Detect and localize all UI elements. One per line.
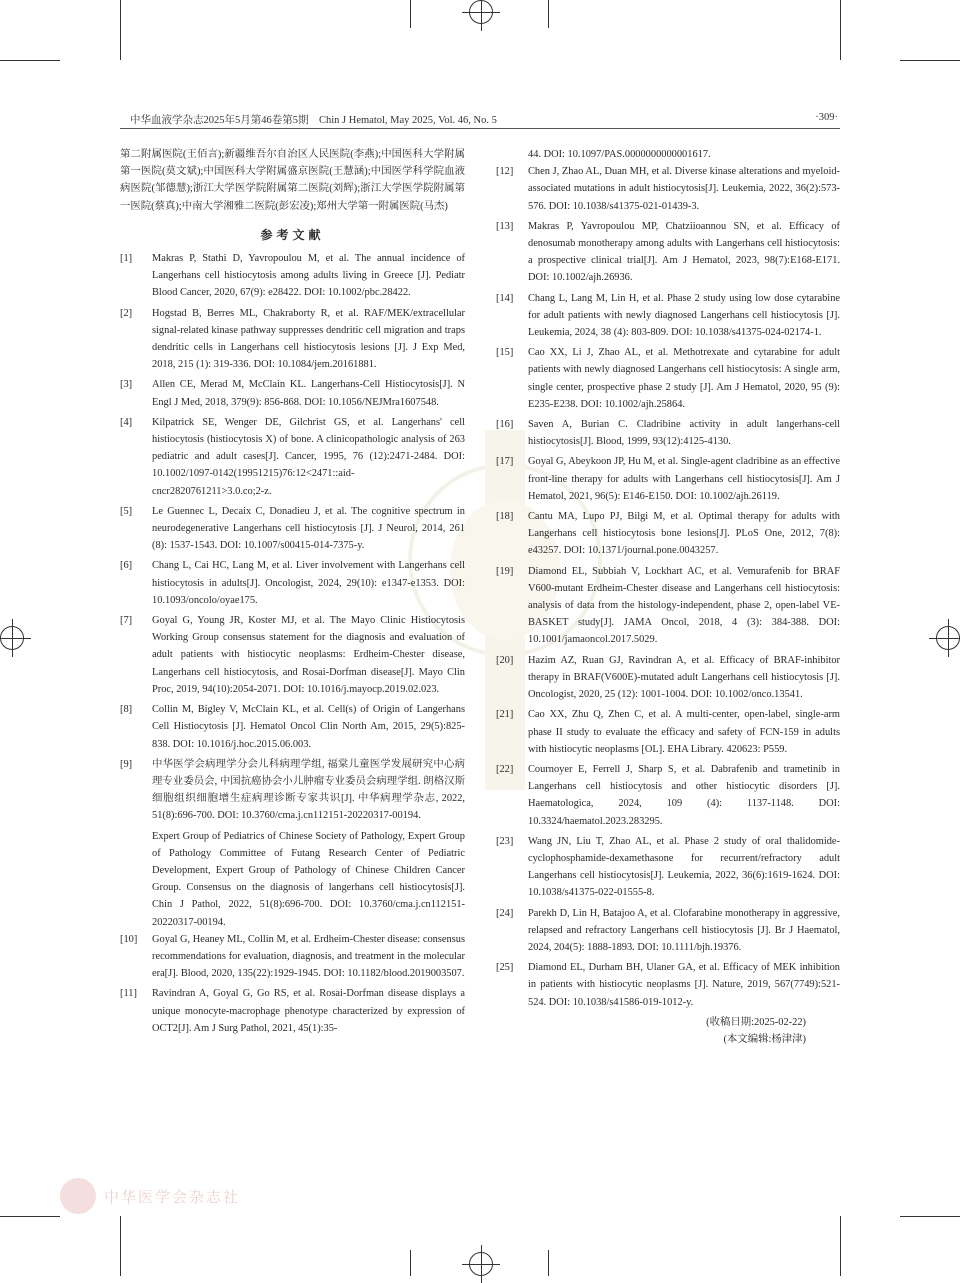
reference-number: [23] bbox=[496, 835, 514, 847]
crop-mark bbox=[0, 1216, 60, 1217]
reference-text: Chen J, Zhao AL, Duan MH, et al. Diverse kinase alterations and myeloid-associated mutations in adult histiocytosis[J]. Leukemia, 2022, 36(2):573-576. DOI: 10.1038/s41375-021-01439-3. bbox=[528, 166, 840, 212]
reference-number: [6] bbox=[120, 560, 133, 572]
reference-number: [15] bbox=[496, 347, 514, 359]
reference-item bbox=[120, 376, 465, 410]
crop-mark bbox=[840, 0, 841, 60]
reference-item bbox=[496, 290, 840, 342]
received-date: (收稿日期:2025-02-22) bbox=[706, 1016, 806, 1028]
publisher-name: 中华医学会杂志社 bbox=[104, 1189, 241, 1206]
reference-list bbox=[120, 250, 465, 825]
reference-text: Parekh D, Lin H, Batajoo A, et al. Clofarabine monotherapy in aggressive, relapsed and refractory Langerhans cell histiocytosis [J]. Br J Haematol, 2024, 204(5): 1888-1893. DOI: 10.1111/bjh.19376. bbox=[528, 907, 840, 953]
reference-number: [25] bbox=[496, 962, 514, 974]
reference-item bbox=[496, 833, 840, 902]
publisher-logo bbox=[60, 1178, 240, 1214]
reference-text: Makras P, Yavropoulou MP, Chatziioannou SN, et al. Efficacy of denosumab monotherapy among adults with Langerhans cell histiocytosis: a prospective clinical trial[J]. Am J Hematol, 2023, 98(7):E168-E171. DOI: 10.1002/ajh.26936. bbox=[528, 220, 840, 284]
reference-text: Goyal G, Abeykoon JP, Hu M, et al. Single-agent cladribine as an effective front-line therapy for adults with Langerhans cell histiocytosis[J]. Am J Hematol, 2021, 96(5): E146-E150. DOI: 10.1002/ajh.26119. bbox=[528, 456, 840, 502]
crop-mark bbox=[0, 60, 60, 61]
reference-item bbox=[496, 959, 840, 1011]
left-column bbox=[120, 146, 465, 1040]
affiliation-paragraph: 第二附属医院(王佰言);新疆维吾尔自治区人民医院(李燕);中国医科大学附属第一医院(莫文斌);中国医科大学附属盛京医院(王慧涵);中国医学科学院血液病医院(邹德慧);浙江大学医学院附属第二医院(刘辉);浙江大学医学院附属第一医院(蔡真);中南大学湘雅二医院(彭宏凌);郑州大学第一附属医院(马杰) bbox=[120, 149, 465, 212]
reference-number: [19] bbox=[496, 565, 514, 577]
reference-text: Cao XX, Zhu Q, Zhen C, et al. A multi-center, open-label, single-arm phase II study to evaluate the efficacy and safety of FCN-159 in adults with histiocytic neoplasms [OL]. EHA Library. 420623: P559. bbox=[528, 709, 840, 755]
reference-item bbox=[496, 218, 840, 287]
references-heading: 参考文献 bbox=[260, 227, 325, 242]
reference-text: Cournoyer E, Ferrell J, Sharp S, et al. Dabrafenib and trametinib in Langerhans cell histiocytosis and other histiocytic disorders [J]. Haematologica, 2024, 109 (4): 1137-1148. DOI: 10.3324/haematol.2023.283295. bbox=[528, 763, 840, 827]
reference-item bbox=[496, 761, 840, 830]
reference-number: [1] bbox=[120, 253, 133, 265]
running-header bbox=[120, 110, 840, 129]
reference-number: [13] bbox=[496, 220, 514, 232]
reference-text: Saven A, Burian C. Cladribine activity in adult langerhans-cell histiocytosis[J]. Blood, 1999, 93(12):4125-4130. bbox=[528, 419, 840, 448]
reference-text: Goyal G, Young JR, Koster MJ, et al. The Mayo Clinic Histiocytosis Working Group consensus statement for the diagnosis and evaluation of adult patients with histiocytic neoplasms: Erdheim-Chester disease, Langerhans cell histiocytosis, and Rosai-Dorfman disease[J]. Mayo Clin Proc, 2019, 94(10):2054-2071. DOI: 10.1016/j.mayocp.2019.02.023. bbox=[152, 615, 465, 695]
reference-item bbox=[496, 563, 840, 649]
registration-mark-left bbox=[0, 626, 24, 650]
reference-text: Allen CE, Merad M, McClain KL. Langerhans-Cell Histiocytosis[J]. N Engl J Med, 2018, 379(9): 856-868. DOI: 10.1056/NEJMra1607548. bbox=[152, 379, 465, 408]
reference-list bbox=[496, 163, 840, 1011]
crop-mark bbox=[548, 1250, 549, 1276]
reference-item bbox=[496, 344, 840, 413]
reference-item bbox=[120, 985, 465, 1037]
page-number: ·309· bbox=[815, 112, 838, 123]
reference-number: [12] bbox=[496, 166, 514, 178]
reference-number: [10] bbox=[120, 933, 138, 945]
crop-mark bbox=[840, 1216, 841, 1276]
reference-item bbox=[496, 652, 840, 704]
editor-note: (本文编辑:杨津津) bbox=[723, 1033, 806, 1045]
reference-text: Goyal G, Heaney ML, Collin M, et al. Erdheim-Chester disease: consensus recommendations for evaluation, diagnosis, and treatment in the molecular era[J]. Blood, 2020, 135(22):1929-1945. DOI: 10.1182/blood.2019003507. bbox=[152, 933, 465, 980]
reference-number: [3] bbox=[120, 379, 133, 391]
reference-number: [24] bbox=[496, 907, 514, 919]
reference-text: Chang L, Cai HC, Lang M, et al. Liver involvement with Langerhans cell histiocytosis in adults[J]. Oncologist, 2024, 29(10): e1347-e1353. DOI: 10.1093/oncolo/oyae175. bbox=[152, 560, 465, 606]
reference-text: Diamond EL, Durham BH, Ulaner GA, et al. Efficacy of MEK inhibition in patients with histiocytic neoplasms [J]. Nature, 2019, 567(7749):521-524. DOI: 10.1038/s41586-019-1012-y. bbox=[528, 962, 840, 1008]
publisher-seal-icon bbox=[60, 1178, 96, 1214]
crop-mark bbox=[548, 0, 549, 28]
reference-11-continuation: 44. DOI: 10.1097/PAS.0000000000001617. bbox=[528, 149, 711, 160]
reference-number: [17] bbox=[496, 456, 514, 468]
reference-number: [11] bbox=[120, 988, 137, 1000]
reference-item bbox=[120, 612, 465, 698]
registration-mark-right bbox=[936, 626, 960, 650]
reference-text: Chang L, Lang M, Lin H, et al. Phase 2 study using low dose cytarabine for adult patients with newly diagnosed Langerhans cell histiocytosis [J]. Leukemia, 2024, 38 (4): 803-809. DOI: 10.1038/s41375-024-02174-1. bbox=[528, 292, 840, 339]
reference-item bbox=[120, 557, 465, 609]
reference-text: Cao XX, Li J, Zhao AL, et al. Methotrexate and cytarabine for adult patients with newly diagnosed Langerhans cell histiocytosis: A single arm, single center, prospective phase 2 study [J]. Am J Hematol, 2020, 95 (9): E235-E238. DOI: 10.1002/ajh.25864. bbox=[528, 347, 840, 410]
reference-text: Wang JN, Liu T, Zhao AL, et al. Phase 2 study of oral thalidomide-cyclophosphamide-dexamethasone for recurrent/refractory adult Langerhans cell histiocytosis[J]. Leukemia, 2022, 36(6):1619-1624. DOI: 10.1038/s41375-022-01555-8. bbox=[528, 835, 840, 899]
reference-9-english: Expert Group of Pediatrics of Chinese Society of Pathology, Expert Group of Pathology Committee of Futang Research Center of Pediatric Development, Expert Group of Pathology of Chinese Children Cancer Group. Consensus on the diagnosis of langerhans cell histiocytosis[J]. Chin J Pathol, 2022, 51(8):696-700. DOI: 10.3760/cma.j.cn112151-20220317-00194. bbox=[152, 830, 465, 928]
reference-text: Hogstad B, Berres ML, Chakraborty R, et al. RAF/MEK/extracellular signal-related kinase pathway suppresses dendritic cell migration and traps dendritic cells in Langerhans cell histiocytosis lesions [J]. J Exp Med, 2018, 215 (1): 319-336. DOI: 10.1084/jem.20161881. bbox=[152, 307, 465, 371]
reference-item bbox=[496, 706, 840, 758]
reference-number: [2] bbox=[120, 307, 133, 319]
reference-text: Ravindran A, Goyal G, Go RS, et al. Rosai-Dorfman disease displays a unique monocyte-macrophage phenotype characterized by expression of OCT2[J]. Am J Surg Pathol, 2021, 45(1):35- bbox=[152, 988, 465, 1034]
reference-text: 中华医学会病理学分会儿科病理学组, 福棠儿童医学发展研究中心病理专业委员会, 中国抗癌协会小儿肿瘤专业委员会病理学组. 朗格汉斯细胞组织细胞增生症病理诊断专家共识[J]. 中华病理学杂志, 2022, 51(8):696-700. DOI: 10.3760/cma.j.cn112151-20220317-00194. bbox=[152, 758, 465, 822]
reference-number: [20] bbox=[496, 654, 514, 666]
reference-number: [21] bbox=[496, 709, 514, 721]
reference-item bbox=[120, 756, 465, 825]
reference-text: Cantu MA, Lupo PJ, Bilgi M, et al. Optimal therapy for adults with Langerhans cell histiocytosis bone lesions[J]. PLoS One, 2012, 7(8): e43257. DOI: 10.1371/journal.pone.0043257. bbox=[528, 511, 840, 557]
reference-item bbox=[496, 163, 840, 215]
crop-mark bbox=[900, 1216, 960, 1217]
reference-number: [22] bbox=[496, 763, 514, 775]
reference-text: Le Guennec L, Decaix C, Donadieu J, et al. The cognitive spectrum in neurodegenerative Langerhans cell histiocytosis [J]. J Neurol, 2014, 261 (8): 1537-1543. DOI: 10.1007/s00415-014-7375-y. bbox=[152, 505, 465, 552]
reference-item bbox=[120, 414, 465, 500]
reference-item bbox=[120, 701, 465, 753]
reference-item bbox=[120, 503, 465, 555]
reference-number: [5] bbox=[120, 505, 133, 517]
reference-number: [14] bbox=[496, 292, 514, 304]
reference-list bbox=[120, 931, 465, 1037]
reference-number: [8] bbox=[120, 704, 133, 716]
reference-number: [16] bbox=[496, 419, 514, 431]
reference-item bbox=[120, 250, 465, 302]
reference-item bbox=[496, 453, 840, 505]
reference-item bbox=[496, 905, 840, 957]
journal-info: 中华血液学杂志2025年5月第46卷第5期 Chin J Hematol, May 2025, Vol. 46, No. 5 bbox=[130, 115, 497, 126]
reference-item bbox=[120, 305, 465, 374]
reference-item bbox=[496, 416, 840, 450]
crop-mark bbox=[410, 0, 411, 28]
reference-text: Collin M, Bigley V, McClain KL, et al. Cell(s) of Origin of Langerhans Cell Histiocytosis [J]. Hematol Oncol Clin North Am, 2015, 29(5):825-838. DOI: 10.1016/j.hoc.2015.06.003. bbox=[152, 704, 465, 750]
crop-mark bbox=[120, 0, 121, 60]
reference-item bbox=[120, 931, 465, 983]
reference-text: Makras P, Stathi D, Yavropoulou M, et al. The annual incidence of Langerhans cell histiocytosis among adults living in Greece [J]. Pediatr Blood Cancer, 2020, 67(9): e28422. DOI: 10.1002/pbc.28422. bbox=[152, 253, 465, 299]
reference-number: [18] bbox=[496, 511, 514, 523]
reference-item bbox=[496, 508, 840, 560]
reference-number: [7] bbox=[120, 615, 133, 627]
right-column bbox=[496, 146, 840, 1048]
crop-mark bbox=[900, 60, 960, 61]
reference-text: Hazim AZ, Ruan GJ, Ravindran A, et al. Efficacy of BRAF-inhibitor therapy in BRAF(V600E)-mutated adult Langerhans cell histiocytosis [J]. Oncologist, 2020, 25 (12): 1001-1004. DOI: 10.1002/onco.13541. bbox=[528, 654, 840, 701]
registration-mark-top bbox=[469, 0, 493, 24]
crop-mark bbox=[120, 1216, 121, 1276]
reference-text: Kilpatrick SE, Wenger DE, Gilchrist GS, et al. Langerhans' cell histiocytosis (histiocytosis X) of bone. A clinicopathologic analysis of 263 pediatric and adult cases[J]. Cancer, 1995, 76 (12):2471-2484. DOI: 10.1002/1097-0142(19951215)76:12<2471::aid-cncr2820761211>3.0.co;2-z. bbox=[152, 416, 465, 497]
registration-mark-bottom bbox=[469, 1252, 493, 1276]
reference-text: Diamond EL, Subbiah V, Lockhart AC, et al. Vemurafenib for BRAF V600-mutant Erdheim-Chester disease and Langerhans cell histiocytosis: analysis of data from the histology-independent, phase 2, open-label VE-BASKET study[J]. JAMA Oncol, 2018, 4 (3): 384-388. DOI: 10.1001/jamaoncol.2017.5029. bbox=[528, 565, 840, 646]
crop-mark bbox=[410, 1250, 411, 1276]
reference-number: [4] bbox=[120, 416, 133, 428]
reference-number: [9] bbox=[120, 758, 133, 770]
